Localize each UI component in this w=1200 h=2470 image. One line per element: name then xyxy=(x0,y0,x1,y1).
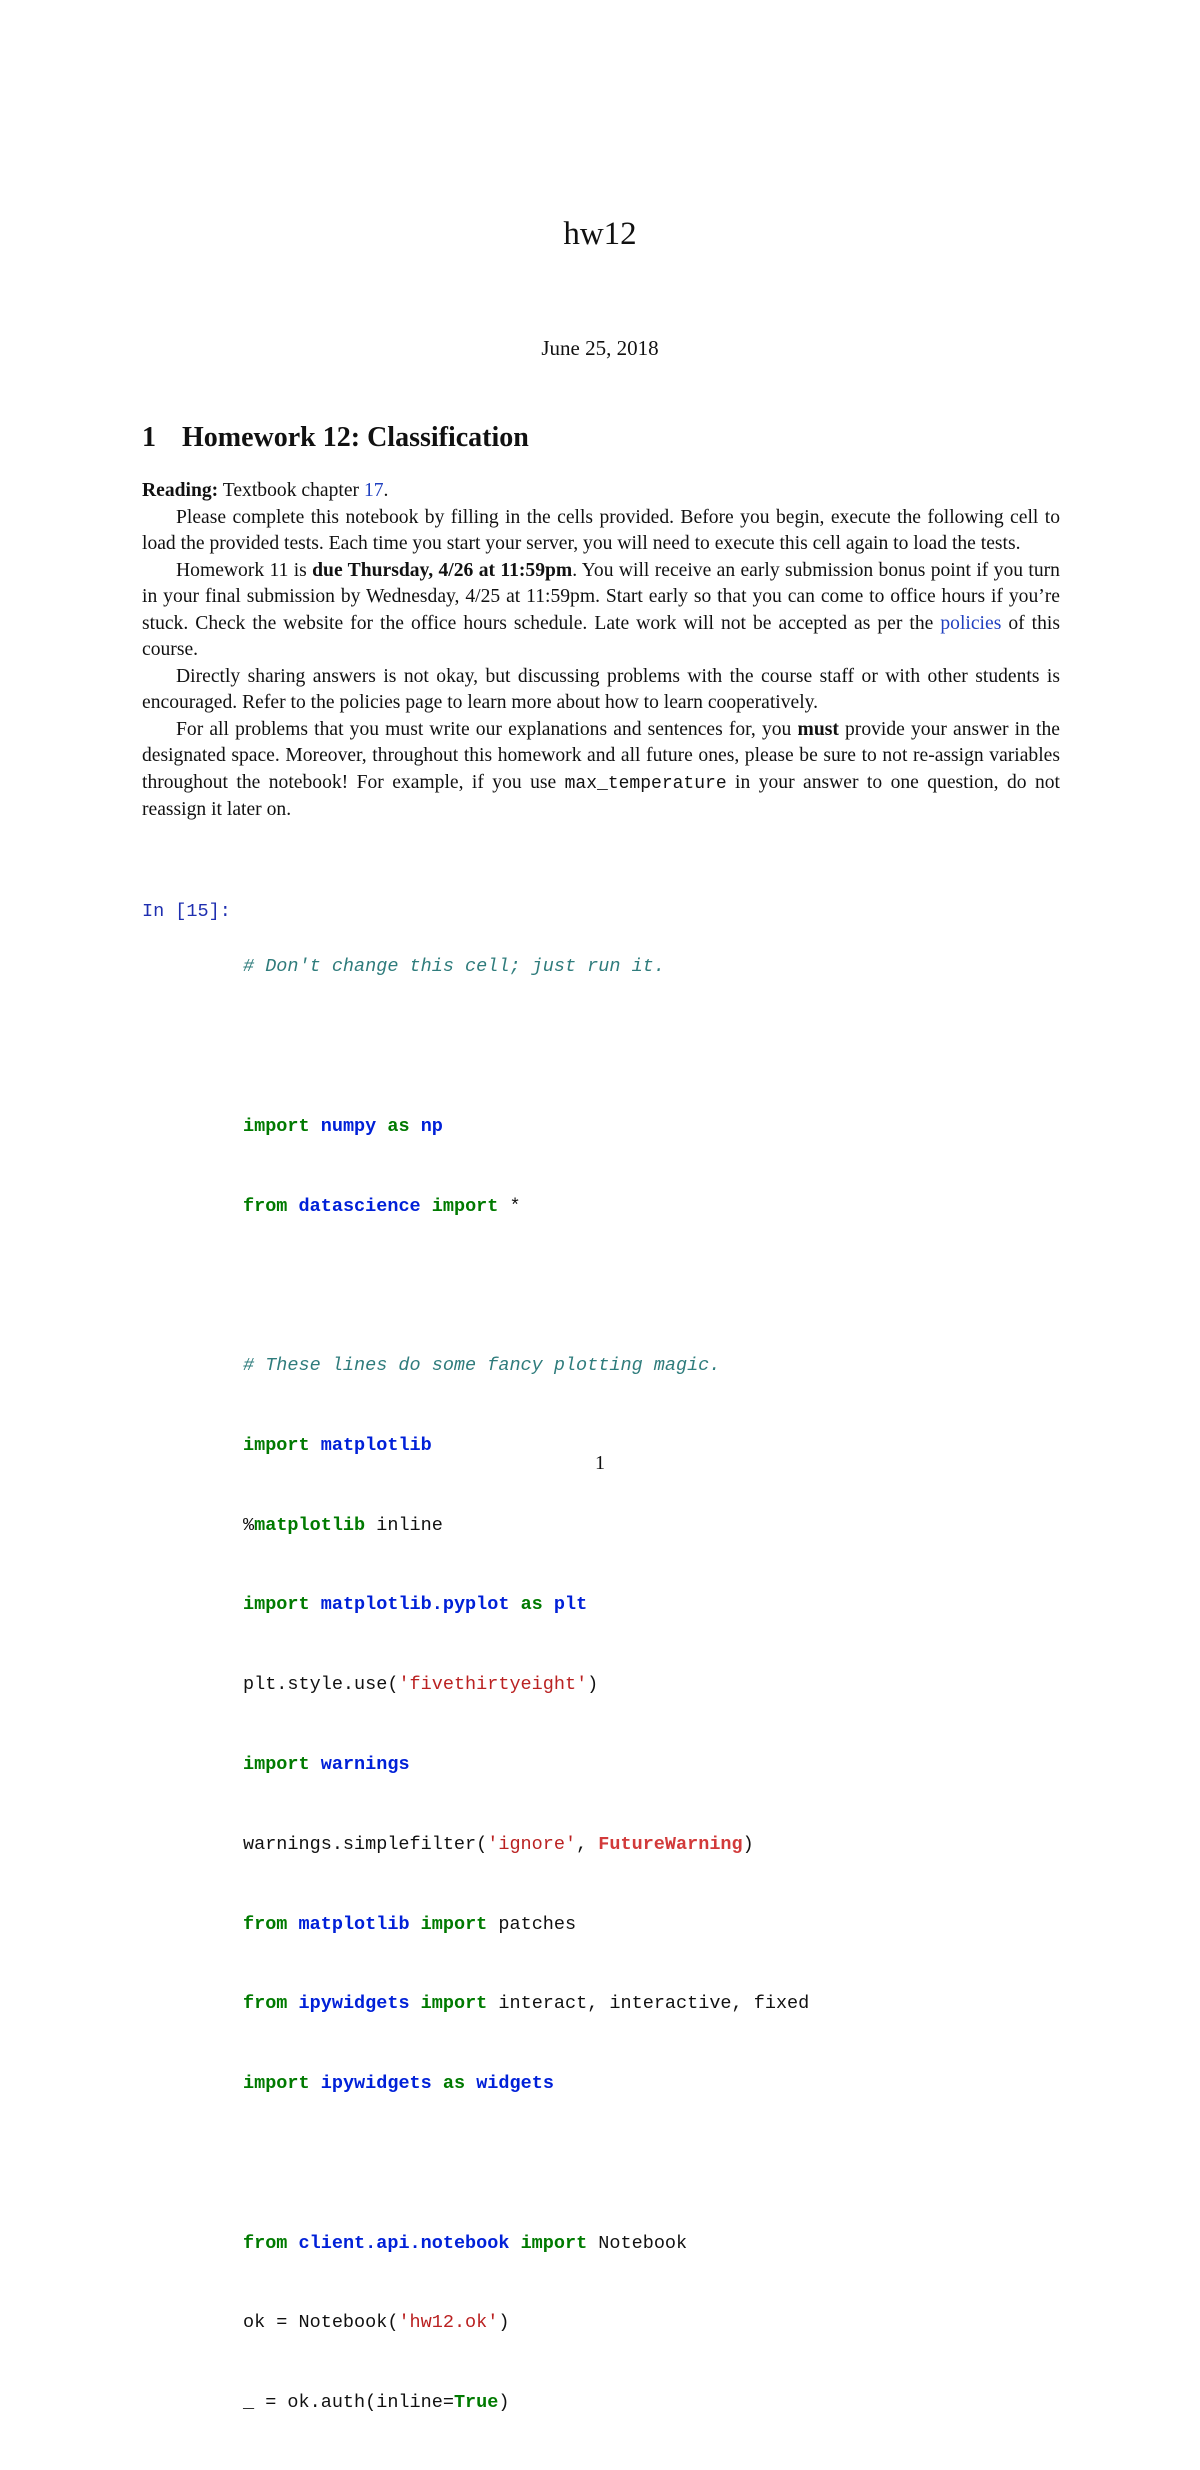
code-line xyxy=(243,1513,809,1540)
module-name: matplotlib xyxy=(298,1913,410,1935)
document-date: June 25, 2018 xyxy=(541,336,659,360)
code-line xyxy=(243,1194,809,1221)
code-line xyxy=(243,1592,809,1619)
module-name: ipywidgets xyxy=(298,1993,410,2015)
code-line xyxy=(243,2151,809,2178)
boolean-literal: True xyxy=(453,2392,499,2414)
code-text: ) xyxy=(498,2392,510,2414)
instructions-paragraph-1: Please complete this notebook by filling in the cells provided. Before you begin, execute the following cell to load the provided tests. Each time you start your server, you will need to execute this cell again to load the tests. xyxy=(142,506,1060,554)
code-line xyxy=(243,1991,809,2018)
policy-text-c: in your answer to one question, do not reassign it later on. xyxy=(142,771,1061,820)
due-date-paragraph xyxy=(142,558,1060,664)
chapter-link[interactable]: 17 xyxy=(363,480,384,501)
code-block[interactable] xyxy=(243,901,809,2470)
keyword: import xyxy=(520,2232,588,2254)
section-title: Homework 12: Classification xyxy=(182,422,529,453)
due-text-b: . You will receive an early submission bonus point if you turn in your final submission by Wednesday, 4/25 at 11:59pm. Start early so that you can come to office hours if you’re stuck. Check the website for the office hours schedule. Late work will not be accepted as per the xyxy=(142,559,1060,634)
policy-text-a: For all problems that you must write our explanations and sentences for, you xyxy=(176,718,798,740)
variable-name: max_temperature xyxy=(564,773,727,794)
reading-paragraph xyxy=(142,478,1060,505)
module-name: matplotlib xyxy=(320,1434,432,1456)
keyword: import xyxy=(243,1115,310,1137)
section-heading xyxy=(142,422,529,454)
reading-text: Textbook chapter xyxy=(218,480,364,501)
code-text: Notebook xyxy=(587,2232,688,2254)
keyword: as xyxy=(387,1115,410,1137)
reading-label: Reading: xyxy=(142,480,219,501)
policy-text-b: provide your answer in the designated space. Moreover, throughout this homework and all future ones, please be sure to not re-assign variables throughout the notebook! For example, if you use xyxy=(142,718,1060,793)
keyword: import xyxy=(243,1594,310,1616)
policies-link[interactable]: policies xyxy=(940,612,1002,634)
keyword: as xyxy=(442,2073,466,2095)
section-number: 1 xyxy=(142,422,156,453)
code-text: warnings.simplefilter( xyxy=(243,1833,488,1855)
magic-prefix: % xyxy=(243,1514,255,1536)
code-text: patches xyxy=(487,1913,577,1935)
string-literal: 'hw12.ok' xyxy=(398,2312,499,2334)
module-name: numpy xyxy=(320,1115,377,1137)
string-literal: 'fivethirtyeight' xyxy=(398,1674,588,1696)
answer-policy-paragraph xyxy=(142,717,1060,824)
due-text-c: of this course. xyxy=(142,612,1060,660)
code-line xyxy=(243,2390,809,2417)
code-text: plt.style.use( xyxy=(243,1674,399,1696)
code-text: ok = Notebook( xyxy=(243,2312,399,2334)
keyword: import xyxy=(420,1913,488,1935)
keyword: from xyxy=(243,1993,288,2015)
code-line xyxy=(243,1273,809,1300)
code-line xyxy=(243,1752,809,1779)
cell-prompt: In [15]: xyxy=(142,901,231,922)
comment: # These lines do some fancy plotting magic. xyxy=(243,1355,721,1377)
code-text: ) xyxy=(498,2312,510,2334)
due-date: due Thursday, 4/26 at 11:59pm xyxy=(312,559,573,581)
code-line xyxy=(243,2231,809,2258)
module-alias: np xyxy=(420,1115,443,1137)
due-text-a: Homework 11 is xyxy=(176,559,313,581)
code-text: , xyxy=(576,1833,599,1855)
code-text: interact, interactive, fixed xyxy=(487,1993,810,2015)
module-name: ipywidgets xyxy=(320,2073,432,2095)
module-alias: widgets xyxy=(476,2073,554,2095)
code-line xyxy=(243,1912,809,1939)
string-literal: 'ignore' xyxy=(487,1833,577,1855)
comment: # Don't change this cell; just run it. xyxy=(243,956,665,978)
code-line xyxy=(243,1114,809,1141)
code-line xyxy=(243,1353,809,1380)
module-name: datascience xyxy=(298,1195,421,1217)
code-text: inline xyxy=(365,1514,443,1536)
module-alias: plt xyxy=(553,1594,588,1616)
page-number: 1 xyxy=(595,1452,605,1474)
keyword: import xyxy=(243,1434,310,1456)
code-line xyxy=(243,2310,809,2337)
reading-end: . xyxy=(383,480,389,501)
keyword: as xyxy=(520,1594,543,1616)
instructions-body xyxy=(142,478,1060,824)
module-name: matplotlib.pyplot xyxy=(320,1594,510,1616)
code-text: ) xyxy=(587,1674,599,1696)
module-name: warnings xyxy=(320,1754,410,1775)
exception-name: FutureWarning xyxy=(598,1833,743,1855)
code-line xyxy=(243,1672,809,1699)
collaboration-paragraph: Directly sharing answers is not okay, but discussing problems with the course staff or with other students is encouraged. Refer to the policies page to learn more about how to learn cooperatively. xyxy=(142,665,1060,713)
code-text: _ = ok.auth(inline= xyxy=(243,2392,454,2414)
keyword: from xyxy=(243,1913,288,1935)
module-name: client.api.notebook xyxy=(298,2232,510,2254)
code-line xyxy=(243,2071,809,2098)
keyword: import xyxy=(243,2073,310,2095)
keyword: import xyxy=(420,1993,488,2015)
document-title: hw12 xyxy=(563,216,637,252)
code-line xyxy=(243,954,809,981)
code-line xyxy=(243,1034,809,1061)
must-emphasis: must xyxy=(797,718,839,740)
code-text: * xyxy=(498,1195,521,1217)
keyword: import xyxy=(431,1195,499,1217)
keyword: import xyxy=(243,1754,310,1775)
code-line xyxy=(243,1832,809,1859)
keyword: from xyxy=(243,1195,288,1217)
magic-name: matplotlib xyxy=(254,1514,366,1536)
code-text: ) xyxy=(742,1833,754,1855)
keyword: from xyxy=(243,2232,288,2254)
